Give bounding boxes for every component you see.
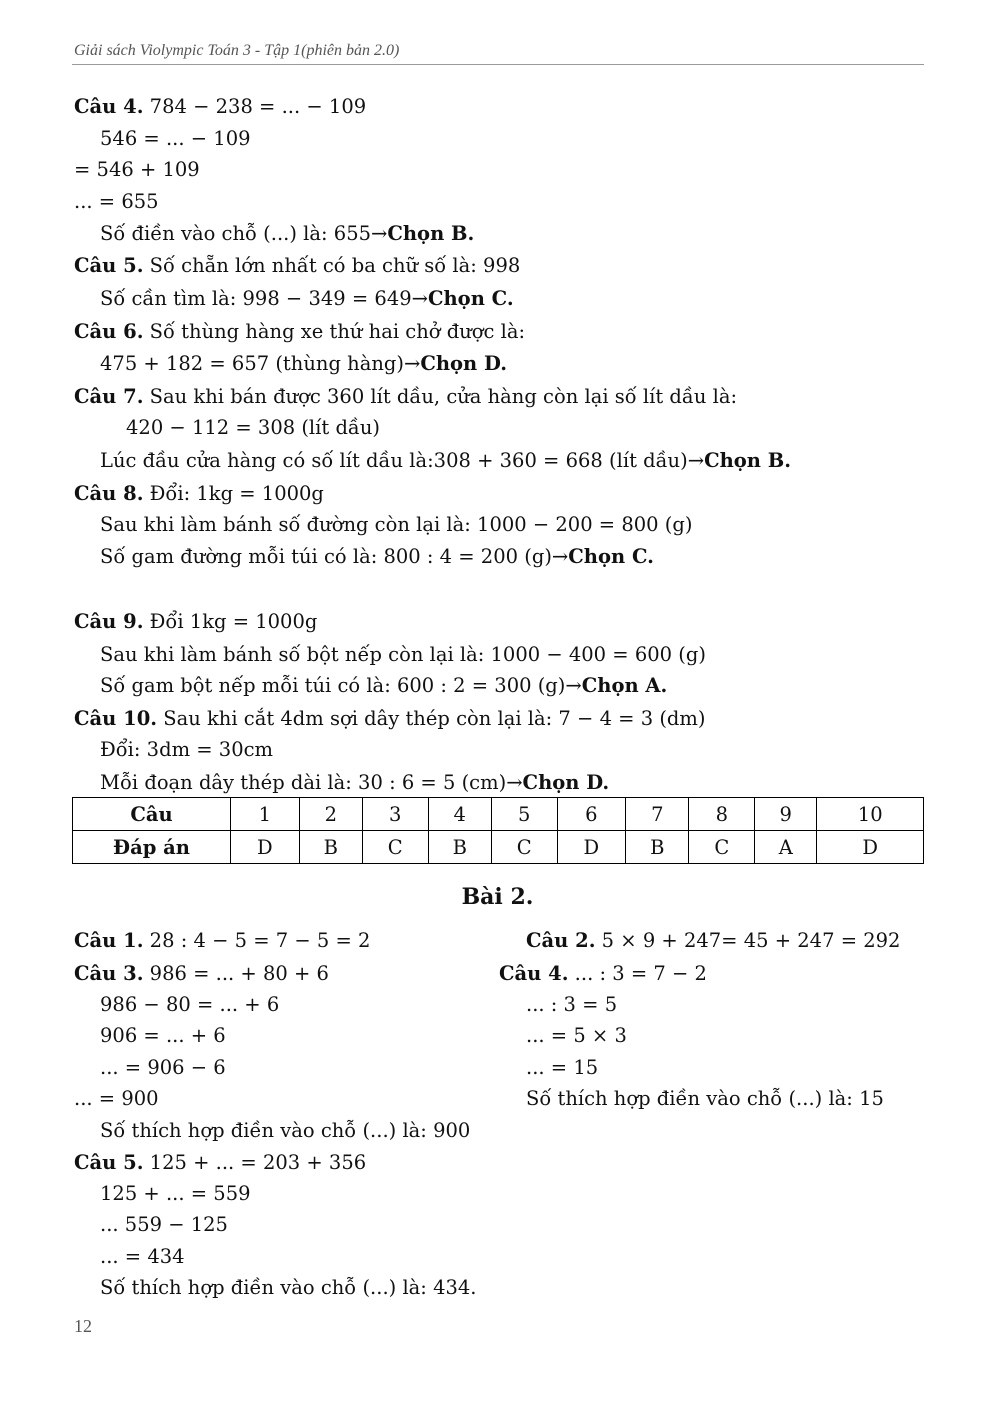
- line-text: Đổi 1kg = 1000g: [143, 610, 318, 633]
- solution-line: [74, 1087, 159, 1111]
- solution-line: [74, 482, 324, 506]
- question-cell: 9: [755, 798, 817, 831]
- answer-choice: Chọn B.: [704, 449, 792, 472]
- header-rule: [72, 64, 924, 65]
- line-text: Sau khi cắt 4dm sợi dây thép còn lại là: 7 − 4 = 3 (dm): [157, 707, 706, 730]
- answer-cell: C: [491, 831, 557, 864]
- solution-line: [100, 1213, 228, 1237]
- answer-table-row1-label: Câu: [73, 798, 231, 831]
- line-text: Số điền vào chỗ (...) là: 655→: [100, 222, 388, 245]
- page-header: Giải sách Violympic Toán 3 - Tập 1(phiên bản 2.0): [74, 42, 400, 59]
- line-text: Sau khi làm bánh số bột nếp còn lại là: 1000 − 400 = 600 (g): [100, 643, 706, 666]
- question-label: Câu 5.: [74, 1151, 144, 1174]
- line-text: Số chẵn lớn nhất có ba chữ số là: 998: [143, 254, 521, 277]
- question-label: Câu 2.: [526, 929, 596, 952]
- question-cell: 4: [428, 798, 491, 831]
- line-text: ... : 3 = 5: [526, 993, 618, 1016]
- question-label: Câu 4.: [499, 962, 569, 985]
- solution-line: [126, 416, 380, 440]
- line-text: 784 − 238 = ... − 109: [143, 95, 367, 118]
- question-cell: 8: [689, 798, 755, 831]
- answer-cell: D: [557, 831, 626, 864]
- solution-line: [100, 993, 279, 1017]
- solution-line: [74, 610, 317, 634]
- line-text: ... = 5 × 3: [526, 1024, 627, 1047]
- solution-line: [100, 1182, 251, 1206]
- line-text: Số gam bột nếp mỗi túi có là: 600 : 2 = 300 (g)→: [100, 674, 582, 697]
- solution-line: [526, 929, 900, 953]
- solution-line: [100, 127, 251, 151]
- solution-line: [100, 1276, 477, 1300]
- solution-line: [74, 385, 737, 409]
- line-text: 5 × 9 + 247= 45 + 247 = 292: [595, 929, 901, 952]
- answer-choice: Chọn C.: [568, 545, 654, 568]
- answer-cell: B: [299, 831, 362, 864]
- solution-line: [74, 1151, 366, 1175]
- answer-cell: B: [428, 831, 491, 864]
- solution-line: [526, 1056, 598, 1080]
- line-text: 546 = ... − 109: [100, 127, 251, 150]
- answer-table-row2-label: Đáp án: [73, 831, 231, 864]
- line-text: Lúc đầu cửa hàng có số lít dầu là:308 + 360 = 668 (lít dầu)→: [100, 449, 705, 472]
- line-text: Số gam đường mỗi túi có là: 800 : 4 = 200 (g)→: [100, 545, 569, 568]
- solution-line: [74, 158, 200, 182]
- solution-line: [100, 771, 609, 795]
- line-text: ... = 906 − 6: [100, 1056, 226, 1079]
- answer-cell: D: [817, 831, 924, 864]
- line-text: 986 = ... + 80 + 6: [143, 962, 329, 985]
- page-number: 12: [74, 1316, 92, 1336]
- solution-line: [74, 95, 366, 119]
- solution-line: [74, 320, 525, 344]
- solution-line: [100, 1119, 470, 1143]
- question-label: Câu 9.: [74, 610, 144, 633]
- question-label: Câu 8.: [74, 482, 144, 505]
- question-cell: 5: [491, 798, 557, 831]
- solution-line: [526, 1024, 627, 1048]
- question-cell: 7: [626, 798, 689, 831]
- solution-line: [74, 929, 370, 953]
- answer-choice: Chọn D.: [522, 771, 610, 794]
- solution-line: [100, 222, 474, 246]
- solution-line: [100, 449, 791, 473]
- line-text: Mỗi đoạn dây thép dài là: 30 : 6 = 5 (cm)→: [100, 771, 523, 794]
- solution-line: [100, 513, 692, 537]
- answer-choice: Chọn B.: [387, 222, 475, 245]
- line-text: Số thích hợp điền vào chỗ (...) là: 900: [100, 1119, 471, 1142]
- solution-line: [100, 1245, 185, 1269]
- line-text: ... : 3 = 7 − 2: [568, 962, 707, 985]
- solution-line: [74, 190, 159, 214]
- line-text: 420 − 112 = 308 (lít dầu): [126, 416, 381, 439]
- line-text: 125 + ... = 203 + 356: [143, 1151, 367, 1174]
- line-text: 28 : 4 − 5 = 7 − 5 = 2: [143, 929, 371, 952]
- line-text: Số thích hợp điền vào chỗ (...) là: 434.: [100, 1276, 477, 1299]
- section-2-title: Bài 2.: [461, 884, 534, 910]
- solution-line: [100, 738, 273, 762]
- answer-table-answer-row: [73, 831, 924, 864]
- line-text: 906 = ... + 6: [100, 1024, 226, 1047]
- solution-line: [100, 1056, 226, 1080]
- line-text: Số thùng hàng xe thứ hai chở được là:: [143, 320, 526, 343]
- question-cell: 3: [362, 798, 428, 831]
- answer-table: [72, 797, 924, 864]
- solution-line: [74, 254, 520, 278]
- line-text: 475 + 182 = 657 (thùng hàng)→: [100, 352, 421, 375]
- solution-line: [100, 352, 507, 376]
- line-text: ... = 15: [526, 1056, 599, 1079]
- solution-line: [100, 287, 514, 311]
- line-text: Số thích hợp điền vào chỗ (...) là: 15: [526, 1087, 884, 1110]
- answer-table-question-row: [73, 798, 924, 831]
- line-text: ... = 900: [74, 1087, 159, 1110]
- question-cell: 2: [299, 798, 362, 831]
- line-text: Đổi: 3dm = 30cm: [100, 738, 274, 761]
- solution-line: [526, 1087, 884, 1111]
- answer-cell: D: [231, 831, 300, 864]
- line-text: = 546 + 109: [74, 158, 200, 181]
- answer-cell: C: [689, 831, 755, 864]
- line-text: 125 + ... = 559: [100, 1182, 251, 1205]
- answer-choice: Chọn A.: [581, 674, 668, 697]
- solution-line: [100, 545, 654, 569]
- question-cell: 6: [557, 798, 626, 831]
- question-label: Câu 1.: [74, 929, 144, 952]
- line-text: ... = 655: [74, 190, 159, 213]
- line-text: Sau khi làm bánh số đường còn lại là: 1000 − 200 = 800 (g): [100, 513, 693, 536]
- question-label: Câu 10.: [74, 707, 158, 730]
- line-text: ... = 434: [100, 1245, 185, 1268]
- solution-line: [74, 707, 706, 731]
- question-label: Câu 5.: [74, 254, 144, 277]
- question-label: Câu 4.: [74, 95, 144, 118]
- solution-line: [499, 962, 707, 986]
- line-text: Đổi: 1kg = 1000g: [143, 482, 324, 505]
- answer-choice: Chọn D.: [420, 352, 507, 375]
- line-text: Số cần tìm là: 998 − 349 = 649→: [100, 287, 428, 310]
- answer-cell: C: [362, 831, 428, 864]
- question-cell: 1: [231, 798, 300, 831]
- solution-line: [526, 993, 617, 1017]
- answer-choice: Chọn C.: [427, 287, 514, 310]
- line-text: 986 − 80 = ... + 6: [100, 993, 280, 1016]
- question-label: Câu 6.: [74, 320, 144, 343]
- question-label: Câu 3.: [74, 962, 144, 985]
- answer-cell: A: [755, 831, 817, 864]
- question-label: Câu 7.: [74, 385, 144, 408]
- solution-line: [100, 674, 667, 698]
- answer-cell: B: [626, 831, 689, 864]
- solution-line: [74, 962, 329, 986]
- line-text: ... 559 − 125: [100, 1213, 228, 1236]
- solution-line: [100, 643, 706, 667]
- line-text: Sau khi bán được 360 lít dầu, cửa hàng còn lại số lít dầu là:: [143, 385, 738, 408]
- solution-line: [100, 1024, 226, 1048]
- question-cell: 10: [817, 798, 924, 831]
